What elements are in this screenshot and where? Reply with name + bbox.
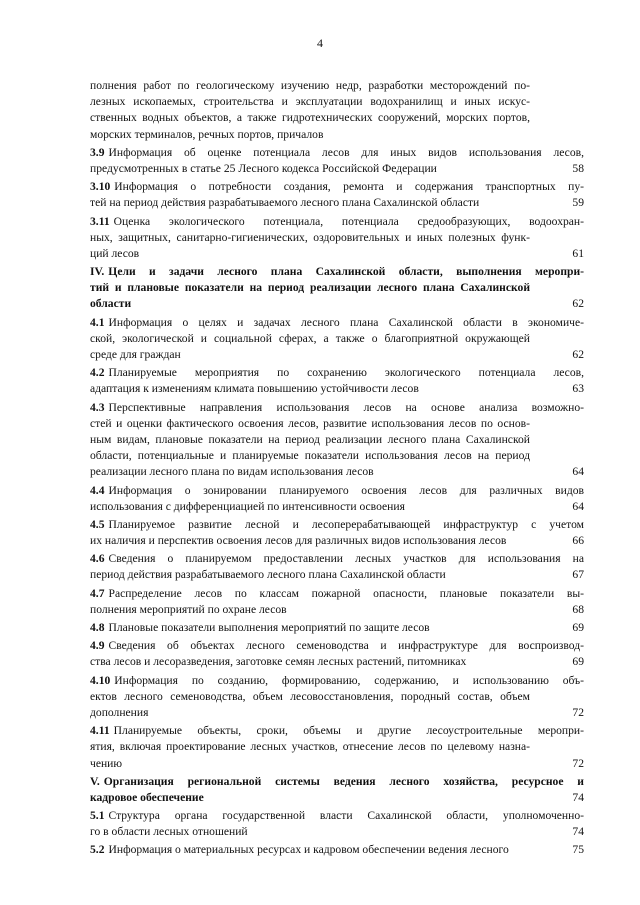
page-ref: 72 [572, 756, 584, 770]
page-ref: 61 [572, 246, 584, 260]
toc-line [90, 214, 584, 230]
section-number: 4.1 [90, 315, 105, 329]
section-number: 4.9 [90, 639, 105, 653]
toc-text: Планируемое развитие лесной и лесоперерабатывающей инфраструктур с учетом [108, 517, 584, 531]
toc-text: области [90, 297, 132, 311]
section-number: 4.7 [90, 586, 105, 600]
toc-text: предусмотренных в статье 25 Лесного кодекса Российской Федерации [90, 161, 437, 175]
toc-entry [90, 264, 584, 313]
toc-line [90, 161, 584, 177]
toc-line [90, 602, 584, 618]
toc-line [90, 483, 584, 499]
page-ref: 75 [572, 843, 584, 857]
toc-text: среде для граждан [90, 348, 181, 361]
toc-line [90, 381, 584, 397]
toc-line [90, 723, 584, 739]
toc-line [90, 842, 584, 858]
toc-text: тий и плановые показатели на период реализации лесного плана Сахалинской [90, 281, 530, 295]
toc-text: кадровое обеспечение [90, 790, 204, 804]
section-number: 4.2 [90, 366, 105, 380]
toc-line [90, 790, 584, 806]
toc-text: адаптация к изменениям климата повышению устойчивости лесов [90, 382, 419, 396]
section-number: 4.11 [90, 724, 110, 738]
toc-text: Информация о материальных ресурсах и кадровом обеспечении ведения лесного [108, 843, 509, 857]
toc-line [90, 145, 584, 161]
toc-text: морских терминалов, речных портов, причалов [90, 127, 324, 141]
toc-entry [90, 315, 584, 364]
toc-line [90, 673, 584, 689]
page-ref: 58 [572, 161, 584, 175]
toc-text: ственных водных объектов, а также гидротехнических сооружений, морских портов, [90, 111, 530, 125]
section-number: 3.9 [90, 145, 105, 159]
section-number: V. [90, 774, 100, 788]
page-ref: 63 [572, 382, 584, 396]
toc-entry [90, 214, 584, 263]
toc-text: Информация по созданию, формированию, содержанию, и использованию объ- [114, 673, 584, 687]
page-ref: 67 [572, 568, 584, 582]
toc-line [90, 280, 584, 296]
toc-text: полнения работ по геологическому изучению недр, разработки месторождений по- [90, 79, 530, 92]
toc-text: Сведения об объектах лесного семеноводства и инфраструктуре для воспроизвод- [108, 639, 584, 653]
toc-entry [90, 78, 584, 143]
toc-line [90, 432, 584, 448]
toc-line [90, 331, 584, 347]
toc-line [90, 808, 584, 824]
page-ref: 64 [572, 465, 584, 479]
page-ref: 72 [572, 705, 584, 719]
toc-line [90, 365, 584, 381]
toc-text: ным видам, плановые показатели на период реализации лесного плана Сахалинской [90, 432, 530, 446]
section-number: 4.4 [90, 483, 105, 497]
toc-text: Информация о целях и задачах лесного плана Сахалинской области в экономиче- [108, 315, 584, 329]
toc-text: лезных ископаемых, строительства и эксплуатации водохранилищ и иных искус- [90, 95, 530, 109]
section-number: 4.10 [90, 673, 111, 687]
page-ref: 69 [572, 621, 584, 634]
toc-text: период действия разрабатываемого лесного плана Сахалинской области [90, 568, 446, 582]
page-ref: 69 [572, 655, 584, 669]
toc-entry [90, 673, 584, 722]
toc-text: чению [90, 756, 123, 770]
toc-text: полнения мероприятий по охране лесов [90, 602, 287, 616]
section-number: 5.2 [90, 843, 105, 857]
toc-text: Цели и задачи лесного плана Сахалинской области, выполнения меропри- [108, 265, 584, 279]
page-ref: 59 [572, 196, 584, 210]
toc-line [90, 654, 584, 670]
toc-text: Оценка экологического потенциала, потенциала средообразующих, водоохран- [113, 214, 584, 228]
toc-line [90, 689, 584, 705]
toc-line [90, 774, 584, 790]
toc-text: Распределение лесов по классам пожарной опасности, плановые показатели вы- [108, 586, 584, 600]
toc-line [90, 195, 584, 211]
toc-text: стей и оценки фактического освоения лесов, развитие использования лесов по основ- [90, 416, 530, 430]
toc-text: Информация об оценке потенциала лесов для иных видов использования лесов, [108, 145, 584, 159]
toc-line [90, 246, 584, 262]
toc-line [90, 620, 584, 636]
toc-line [90, 264, 584, 280]
toc-text: Информация о зонировании планируемого освоения лесов для различных видов [108, 483, 584, 497]
toc-line [90, 347, 584, 363]
toc-line [90, 416, 584, 432]
toc-line [90, 551, 584, 567]
toc-text: ятия, включая проектирование лесных участков, отнесение лесов по целевому назна- [90, 740, 530, 754]
page-ref: 68 [572, 602, 584, 616]
toc-text: области, потенциальные и планируемые показатели использования лесов на период [90, 449, 530, 463]
toc-text: ской, экологической и социальной сферах, а также о благоприятной окружающей [90, 331, 530, 345]
section-number: 4.5 [90, 517, 105, 531]
page-ref: 64 [572, 499, 584, 513]
toc-text: дополнения [90, 705, 149, 719]
toc-entry [90, 483, 584, 515]
section-number: 3.10 [90, 180, 111, 194]
toc-line [90, 638, 584, 654]
toc-entry [90, 179, 584, 211]
toc-line [90, 739, 584, 755]
section-number: IV. [90, 265, 105, 279]
toc-text: ций лесов [90, 246, 140, 260]
toc-entry [90, 842, 584, 858]
toc-text: ных, защитных, санитарно-гигиенических, оздоровительных и иных полезных функ- [90, 230, 530, 244]
toc-entry [90, 145, 584, 177]
toc-text: Плановые показатели выполнения мероприятий по защите лесов [108, 621, 430, 634]
page-ref: 62 [572, 348, 584, 361]
page-ref: 66 [572, 534, 584, 548]
page-ref: 62 [572, 297, 584, 311]
toc-text: Структура органа государственной власти Сахалинской области, уполномоченно- [108, 809, 584, 823]
section-number: 4.8 [90, 621, 105, 634]
page-ref: 74 [572, 825, 584, 839]
toc-line [90, 296, 584, 312]
toc-text: ектов лесного семеноводства, объем лесовосстановления, породный состав, объем [90, 689, 530, 703]
toc-text: Планируемые объекты, сроки, объемы и другие лесоустроительные меропри- [113, 724, 584, 738]
toc-text: Перспективные направления использования лесов на основе анализа возможно- [108, 400, 584, 414]
toc-line [90, 705, 584, 721]
toc-line [90, 464, 584, 480]
toc-text: ства лесов и лесоразведения, заготовке семян лесных растений, питомниках [90, 655, 467, 669]
section-number: 5.1 [90, 809, 105, 823]
toc-text: го в области лесных отношений [90, 825, 248, 839]
toc-line [90, 756, 584, 772]
table-of-contents [90, 78, 584, 859]
toc-text: их наличия и перспектив освоения лесов для различных видов использования лесов [90, 534, 507, 548]
toc-line [90, 533, 584, 549]
toc-text: Информация о потребности создания, ремонта и содержания транспортных пу- [114, 180, 584, 194]
toc-text: Планируемые мероприятия по сохранению экологического потенциала лесов, [108, 366, 584, 380]
toc-line [90, 586, 584, 602]
toc-line [90, 315, 584, 331]
toc-entry [90, 723, 584, 772]
toc-line [90, 94, 584, 110]
section-number: 3.11 [90, 214, 110, 228]
toc-line [90, 78, 584, 94]
toc-entry [90, 517, 584, 549]
toc-entry [90, 620, 584, 636]
toc-line [90, 400, 584, 416]
toc-entry [90, 774, 584, 806]
page-number: 4 [317, 36, 323, 50]
toc-line [90, 824, 584, 840]
section-number: 4.3 [90, 400, 105, 414]
toc-text: реализации лесного плана по видам использования лесов [90, 465, 374, 479]
toc-entry [90, 551, 584, 583]
toc-entry [90, 365, 584, 397]
toc-text: Сведения о планируемом предоставлении лесных участков для использования на [108, 552, 584, 566]
toc-line [90, 567, 584, 583]
toc-line [90, 448, 584, 464]
toc-entry [90, 586, 584, 618]
toc-entry [90, 808, 584, 840]
toc-entry [90, 638, 584, 670]
toc-line [90, 517, 584, 533]
toc-text: Организация региональной системы ведения лесного хозяйства, ресурсное и [103, 774, 584, 788]
toc-line [90, 230, 584, 246]
section-number: 4.6 [90, 552, 105, 566]
toc-line [90, 499, 584, 515]
toc-text: использования с дифференциацией по интенсивности освоения [90, 499, 405, 513]
page-ref: 74 [572, 790, 584, 804]
toc-line [90, 179, 584, 195]
toc-entry [90, 400, 584, 481]
toc-line [90, 110, 584, 126]
toc-line [90, 127, 584, 143]
toc-text: тей на период действия разрабатываемого лесного плана Сахалинской области [90, 196, 480, 210]
